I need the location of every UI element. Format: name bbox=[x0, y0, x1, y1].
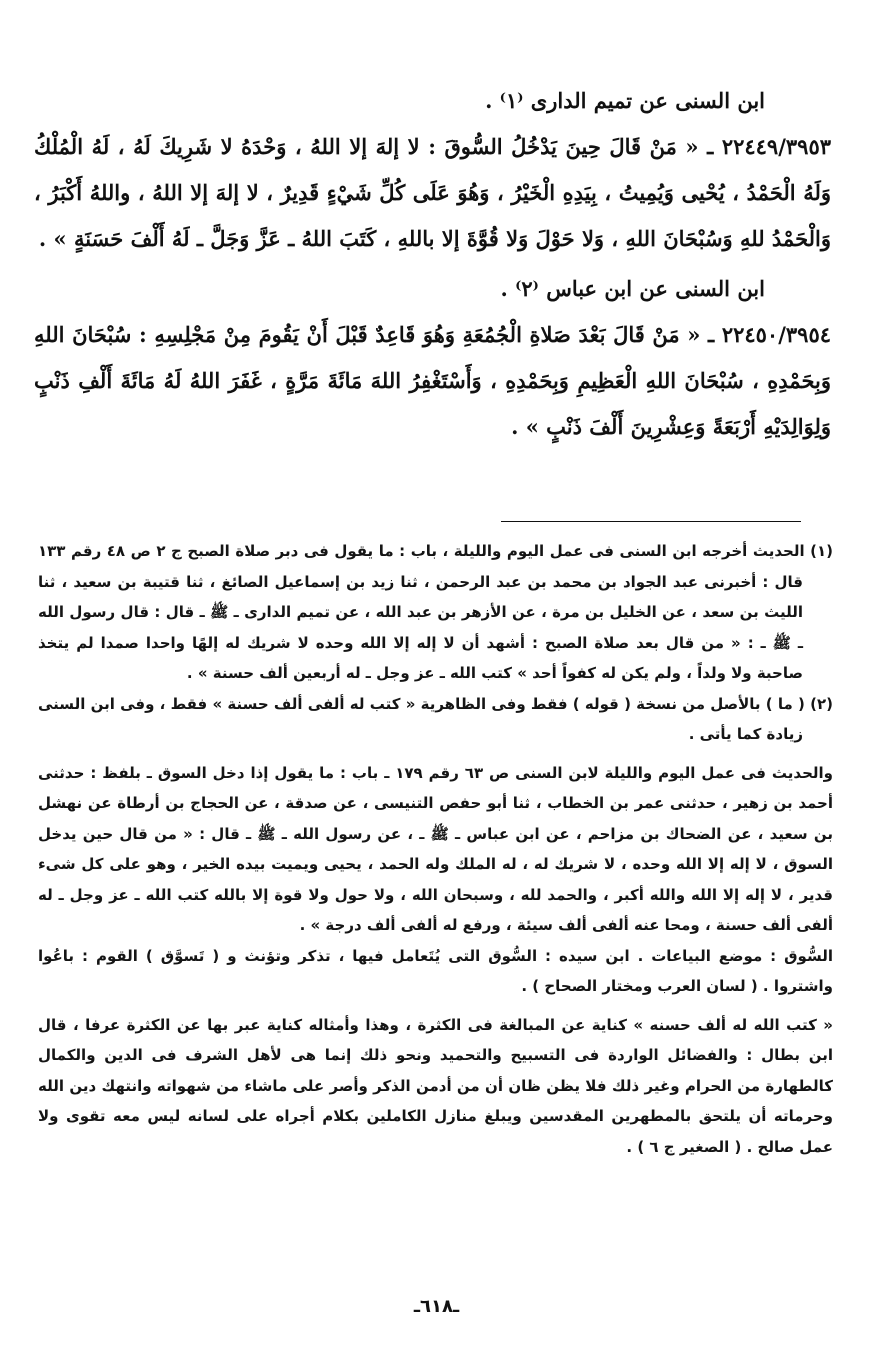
footnote-2-source-paragraph: والحديث فى عمل اليوم والليلة لابن السنى ص ٦٣ رقم ١٧٩ ـ باب : ما يقول إذا دخل السوق ـ بلفظ : حدثنى أحمد بن زهير ، حدثنى عمر بن الخطاب ، ثنا أبو حفص التنيسى ، عن صدقة ، عن الحجاج بن أرطاة عن نهشل بن سعيد ، عن الضحاك بن مزاحم ، عن ابن عباس ـ ﷺ ـ ، عن رسول الله ـ ﷺ ـ قال : « من قال حين يدخل السوق ، لا إله إلا الله وحده ، لا شريك له ، له الملك وله الحمد ، يحيى ويميت بيده الخير ، وهو على كل شىء قدير ، لا إله إلا الله والله أكبر ، والحمد لله ، وسبحان الله ، ولا حول ولا قوة إلا بالله كتب الله ـ عز وجل ـ له ألفى ألف حسنة ، ومحا عنه ألفى ألف سيئة ، ورفع له ألفى ألف درجة » . bbox=[38, 763, 833, 934]
hadith-3954: ٢٢٤٥٠/٣٩٥٤ ـ « مَنْ قَالَ بَعْدَ صَلاةِ الْجُمُعَةِ وَهُوَ قَاعِدٌ قَبْلَ أَنْ يَقُومَ مِنْ مَجْلِسِهِ : سُبْحَانَ اللهِ وَبِحَمْدِهِ ، سُبْحَانَ اللهِ الْعَظِيمِ وَبِحَمْدِهِ ، وَأَسْتَغْفِرُ اللهَ مَائَةَ مَرَّةٍ ، غَفَرَ اللهُ لَهُ مَائَةَ أَلْفِ ذَنْبٍ وَلِوَالِدَيْهِ أَرْبَعَةً وَعِشْرِينَ أَلْفَ ذَنْبٍ » . bbox=[34, 322, 831, 439]
main-text bbox=[34, 78, 835, 450]
footnote-2-commentary-paragraph: « كتب الله له ألف حسنه » كناية عن المبالغة فى الكثرة ، وهذا وأمثاله كناية عبر بها عن الكثرة عرفا ، قال ابن بطال : والفضائل الواردة فى التسبيح والتحميد ونحو ذلك إنما هى لأهل الشرف فى الدين والكمال كالطهارة من الحرام وغير ذلك فلا يظن ظان أن من أدمن الذكر وأصر على ماشاء من شهواته وانتهك دين الله وحرماته أن يلتحق بالمطهرين المقدسين ويبلغ منازل الكاملين بكلام أجراه على لسانه ليس معه تقوى ولا عمل صالح . ( الصغير ج ٦ ) . bbox=[38, 1015, 833, 1156]
footnote-1: (١) الحديث أخرجه ابن السنى فى عمل اليوم والليلة ، باب : ما يقول فى دبر صلاة الصبح ج ٢ ص ٤٨ رقم ١٣٣ قال : أخبرنى عبد الجواد بن محمد بن عبد الرحمن ، ثنا زيد بن إسماعيل الصائغ ، ثنا قتيبة بن سعيد ، ثنا الليث بن سعد ، عن الخليل بن مرة ، عن الأزهر بن عبد الله ، عن تميم الدارى ـ ﷺ ـ قال : قال رسول الله ـ ﷺ ـ : « من قال بعد صلاة الصبح : أشهد أن لا إله إلا الله وحده لا شريك له إلهًا واحدا صمدا لم يتخذ صاحبة ولا ولداً ، ولم يكن له كفواً أحد » كتب الله ـ عز وجل ـ له أربعين ألف حسنة » . bbox=[38, 542, 833, 682]
hadith-3953: ٢٢٤٤٩/٣٩٥٣ ـ « مَنْ قَالَ حِينَ يَدْخُلُ السُّوقَ : لا إلهَ إلا اللهُ ، وَحْدَهُ لا شَرِيكَ لَهُ ، لَهُ الْمُلْكُ وَلَهُ الْحَمْدُ ، يُحْيى وَيُمِيتُ ، بِيَدِهِ الْخَيْرُ ، وَهُوَ عَلَى كُلِّ شَيْءٍ قَدِيرٌ ، لا إلهَ إلا اللهُ ، واللهُ أَكْبَرُ ، وَالْحَمْدُ للهِ وَسُبْحَانَ اللهِ ، وَلا حَوْلَ وَلا قُوَّةَ إلا باللهِ ، كَتَبَ اللهُ ـ عَزَّ وَجَلَّ ـ لَهُ أَلْفَ حَسَنَةٍ » . bbox=[34, 134, 831, 251]
footnote-2-lexical-paragraph: السُّوق : موضع البياعات . ابن سيده : السُّوق التى يُتَعامل فيها ، تذكر وتؤنث و ( تَسوَّق ) القوم : باعُوا واشتروا . ( لسان العرب ومختار الصحاح ) . bbox=[38, 946, 833, 995]
attribution-line-2: ابن السنى عن ابن عباس ⁽٢⁾ . bbox=[500, 276, 765, 301]
footnotes-section bbox=[38, 536, 837, 1162]
footnote-separator-rule bbox=[501, 521, 801, 522]
attribution-line-1: ابن السنى عن تميم الدارى ⁽١⁾ . bbox=[485, 88, 765, 113]
page-number: ـ٦١٨ـ bbox=[413, 1296, 460, 1317]
footnote-2: (٢) ( ما ) بالأصل من نسخة ( قوله ) فقط وفى الظاهرية « كتب له ألفى ألف حسنة » فقط ، وفى ابن السنى زيادة كما يأتى . bbox=[38, 694, 833, 743]
